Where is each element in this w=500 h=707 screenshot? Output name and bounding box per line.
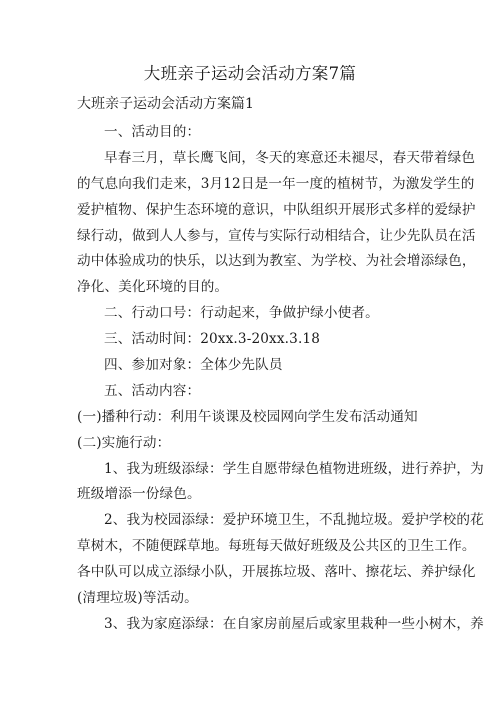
paragraph-line: 各中队可以成立添绿小队，开展拣垃圾、落叶、擦花坛、养护绿化 [77,564,476,581]
section-heading-time: 三、活动时间：20xx.3-20xx.3.18 [104,331,321,348]
paragraph-line: 班级增添一份绿色。 [77,486,201,503]
paragraph-line: 净化、美化环境的目的。 [77,279,229,296]
section-heading-slogan: 二、行动口号：行动起来，争做护绿小使者。 [104,305,379,322]
paragraph-line: 动中体验成功的快乐，以达到为教室、为学校、为社会增添绿色， [77,253,476,270]
paragraph-line: 2、我为校园添绿：爱护环境卫生，不乱抛垃圾。爱护学校的花 [104,512,484,529]
paragraph-line: 绿行动，做到人人参与，宣传与实际行动相结合，让少先队员在活 [77,227,476,244]
paragraph-line: 1、我为班级添绿：学生自愿带绿色植物进班级，进行养护，为 [104,460,484,477]
paragraph-line: 爱护植物、保护生态环境的意识，中队组织开展形式多样的爱绿护 [77,201,476,218]
paragraph-line: 的气息向我们走来，3月12日是一年一度的植树节，为激发学生的 [77,175,475,192]
section-heading: 大班亲子运动会活动方案篇1 [77,96,254,112]
section-heading-content: 五、活动内容： [104,382,201,399]
paragraph-line: 草树木，不随便踩草地。每班每天做好班级及公共区的卫生工作。 [77,538,476,555]
section-heading-participants: 四、参加对象：全体少先队员 [104,357,283,374]
section-heading-purpose: 一、活动目的： [104,124,201,140]
paragraph-line: 早春三月，草长鹰飞间，冬天的寒意还未褪尽，春天带着绿色 [104,149,476,166]
paragraph-line: (清理垃圾)等活动。 [77,590,198,607]
document-title: 大班亲子运动会活动方案7篇 [143,64,357,83]
document-body [77,120,484,638]
paragraph-line: 3、我为家庭添绿：在自家房前屋后或家里栽种一些小树木，养 [104,615,484,632]
list-item: (一)播种行动：利用午谈课及校园网向学生发布活动通知 [77,408,418,425]
list-item: (二)实施行动： [77,434,171,451]
